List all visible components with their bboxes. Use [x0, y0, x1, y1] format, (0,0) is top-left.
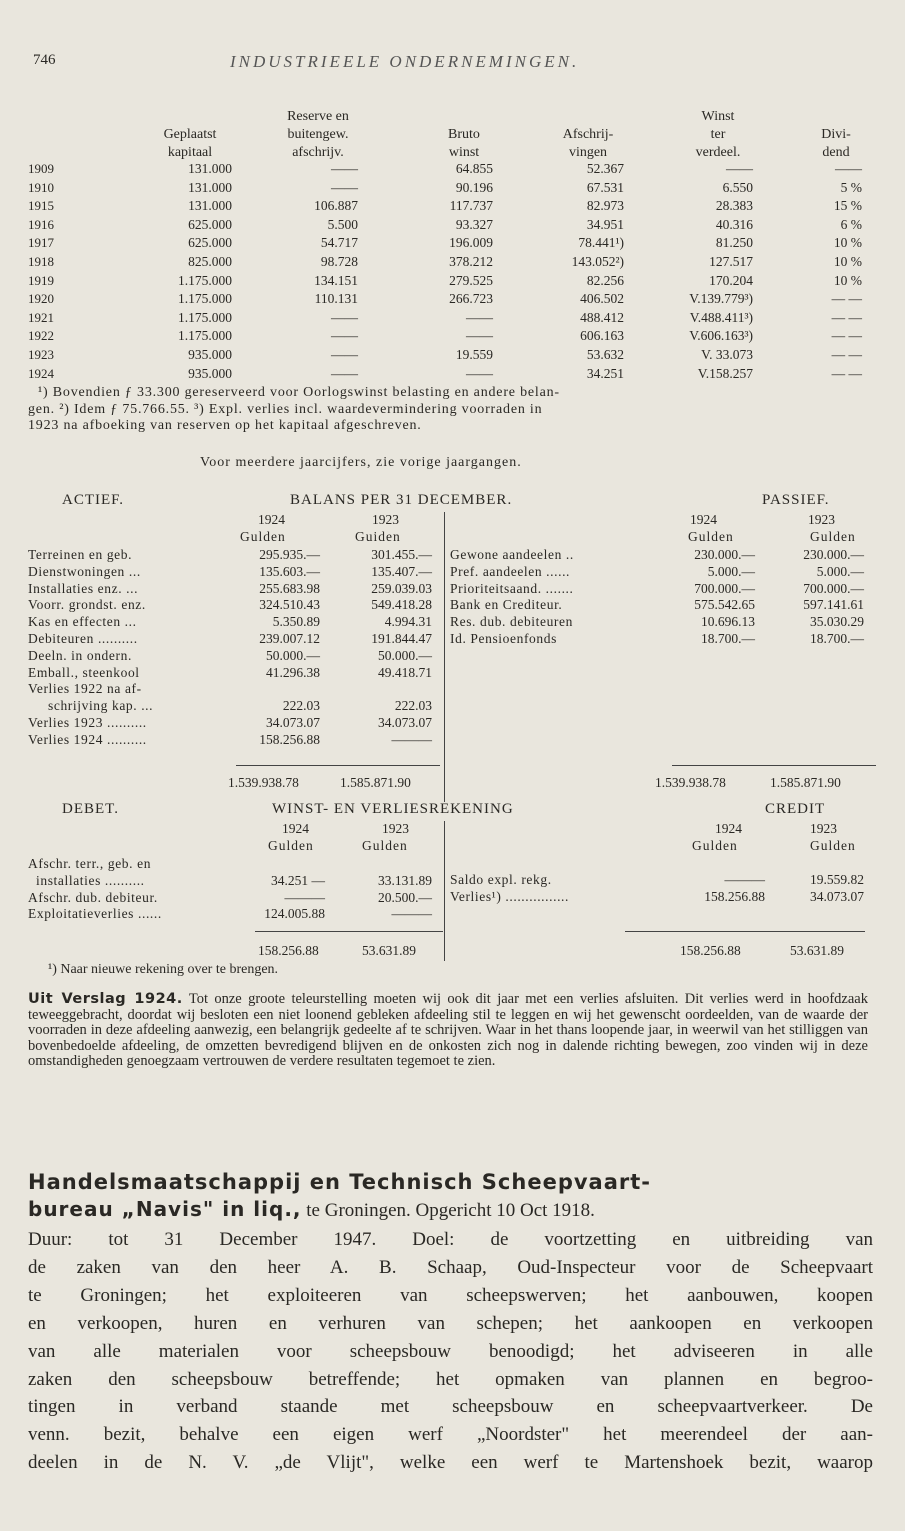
pl-title: WINST- EN VERLIESREKENING [272, 801, 514, 817]
column-header: Afschrij- vingen [562, 127, 614, 160]
verslag-label: Uit Verslag 1924. [28, 991, 183, 1007]
amount-1923: ——— [391, 906, 432, 922]
balance-item: Verlies 1922 na af- [28, 681, 142, 697]
amount-1924: 50.000.— [266, 647, 320, 663]
column-header: Winst ter verdeel. [695, 109, 741, 160]
pl-footnote: ¹) Naar nieuwe rekening over te brengen. [48, 962, 279, 977]
table-cell: 106.887 [314, 198, 358, 214]
table-cell: 131.000 [188, 198, 232, 214]
table-cell: 90.196 [455, 179, 493, 195]
footnote-line: ¹) Bovendien ƒ 33.300 gereserveerd voor Oorlogswinst belasting en andere belan- [38, 385, 560, 400]
table-cell: 34.951 [586, 216, 624, 232]
table-cell: 40.316 [715, 216, 753, 232]
table-cell: 131.000 [188, 179, 232, 195]
description-line: te Groningen; het exploiteeren van scheepswerven; het aanbouwen, koopen [28, 1284, 873, 1306]
total-1924: 158.256.88 [680, 943, 741, 958]
balance-item: Deeln. in ondern. [28, 647, 132, 663]
company-name: bureau „Navis" in liq., [28, 1197, 302, 1221]
description-line: en verkoopen, huren en verhuren van schepen; het aankoopen en verkoopen [28, 1312, 873, 1334]
table-cell: V. 33.073 [701, 347, 753, 362]
amount-1923: ——— [391, 731, 432, 747]
see-also-note: Voor meerdere jaarcijfers, zie vorige jaargangen. [200, 455, 522, 470]
year-header: 1923 [382, 821, 409, 836]
row-year: 1920 [28, 291, 54, 307]
row-year: 1918 [28, 254, 54, 269]
amount-1924: 18.700.— [701, 631, 755, 646]
balance-item: Debiteuren .......... [28, 631, 138, 646]
table-cell: 28.383 [715, 198, 753, 214]
table-cell: — — [831, 291, 862, 307]
year-header: 1924 [690, 512, 717, 527]
table-cell: 935.000 [188, 347, 232, 362]
table-cell: 279.525 [449, 272, 493, 288]
amount-1924: ——— [724, 872, 765, 887]
column-divider [444, 821, 445, 961]
year-header: 1923 [810, 821, 837, 836]
balance-item: Emball., steenkool [28, 664, 140, 680]
amount-1923: 5.000.— [816, 563, 864, 579]
pl-item: Exploitatieverlies ...... [28, 906, 162, 922]
table-cell: 1.175.000 [178, 309, 232, 325]
amount-1924: 700.000.— [694, 580, 755, 596]
table-cell: 935.000 [188, 365, 232, 381]
debet-label: DEBET. [62, 801, 119, 817]
table-cell: 825.000 [188, 254, 232, 269]
unit-header: Gulden [688, 529, 734, 544]
year-header: 1923 [372, 512, 399, 527]
table-cell: V.139.779³) [689, 291, 753, 307]
amount-1924: 239.007.12 [259, 631, 320, 646]
amount-1924: 34.251 — [271, 872, 325, 888]
table-cell: 406.502 [580, 291, 624, 307]
table-cell: 143.052²) [571, 254, 624, 269]
row-year: 1923 [28, 347, 54, 362]
column-header: Geplaatst kapitaal [163, 127, 217, 160]
table-cell: 488.412 [580, 309, 624, 325]
year-header: 1924 [715, 821, 742, 836]
company-line-1 [28, 1196, 595, 1225]
description-line: zaken den scheepsbouw betreffende; het opmaken van plannen en begroo- [28, 1368, 873, 1390]
table-cell: 1.175.000 [178, 328, 232, 344]
row-year: 1909 [28, 161, 54, 176]
amount-1924: 5.350.89 [272, 614, 320, 630]
column-header: Bruto winst [448, 127, 480, 160]
unit-header: Gulden [810, 838, 856, 853]
balance-item: Dienstwoningen ... [28, 563, 141, 579]
table-cell: 196.009 [449, 235, 493, 251]
column-header: Divi- dend [821, 127, 851, 160]
table-cell: 67.531 [586, 179, 624, 195]
table-cell: 625.000 [188, 216, 232, 232]
amount-1923: 34.073.07 [378, 715, 432, 730]
row-year: 1915 [28, 198, 54, 214]
page-number: 746 [33, 52, 56, 68]
amount-1924: ——— [284, 889, 325, 905]
amount-1923: 35.030.29 [810, 614, 864, 630]
total-1923: 1.585.871.90 [770, 775, 841, 790]
table-cell: —— [331, 347, 358, 362]
table-cell: 6 % [840, 216, 862, 232]
description-line: Duur: tot 31 December 1947. Doel: de voortzetting en uitbreiding van [28, 1229, 873, 1250]
amount-1923: 50.000.— [378, 647, 432, 663]
amount-1923: 700.000.— [803, 580, 864, 596]
table-cell: 117.737 [449, 198, 493, 214]
table-cell: — — [831, 347, 862, 362]
description-line: deelen in de N. V. „de Vlijt", welke een werf te Martenshoek bezit, waarop [28, 1452, 873, 1474]
pl-item: Afschr. terr., geb. en [28, 856, 152, 871]
annual-report-excerpt [28, 992, 868, 1070]
amount-1923: 301.455.— [371, 547, 432, 562]
amount-1923: 222.03 [394, 698, 432, 714]
year-header: 1924 [282, 821, 309, 836]
amount-1924: 158.256.88 [704, 888, 765, 904]
total-1924: 1.539.938.78 [655, 775, 726, 790]
table-cell: 19.559 [455, 347, 493, 362]
table-cell: 134.151 [314, 272, 358, 288]
amount-1923: 18.700.— [810, 631, 864, 646]
balance-item: Prioriteitsaand. ....... [450, 580, 574, 596]
row-year: 1910 [28, 179, 54, 195]
table-cell: 93.327 [455, 216, 493, 232]
amount-1924: 5.000.— [707, 563, 755, 579]
unit-header: Guiden [355, 529, 401, 544]
pl-item: Afschr. dub. debiteur. [28, 889, 158, 905]
row-year: 1921 [28, 309, 54, 325]
column-header: Reserve en buitengew. afschrijv. [287, 109, 349, 160]
table-cell: 82.973 [586, 198, 624, 214]
actief-label: ACTIEF. [62, 492, 125, 508]
company-heading: Handelsmaatschappij en Technisch Scheepvaart- [28, 1170, 651, 1194]
balance-item: Installaties enz. ... [28, 580, 139, 596]
amount-1924: 295.935.— [259, 547, 320, 562]
unit-header: Gulden [692, 838, 738, 853]
amount-1924: 575.542.65 [694, 597, 755, 613]
table-cell: 110.131 [314, 291, 358, 307]
table-cell: 1.175.000 [178, 272, 232, 288]
table-cell: 10 % [833, 254, 862, 269]
amount-1923: 19.559.82 [810, 872, 864, 887]
table-cell: 6.550 [722, 179, 753, 195]
table-cell: 53.632 [586, 347, 624, 362]
column-divider [444, 512, 445, 802]
amount-1923: 259.039.03 [371, 580, 432, 596]
total-rule [255, 931, 443, 932]
table-cell: 15 % [833, 198, 862, 214]
pl-item: Saldo expl. rekg. [450, 872, 552, 887]
pl-item: Verlies¹) ................ [450, 888, 570, 904]
total-1923: 1.585.871.90 [340, 775, 411, 790]
table-cell: —— [331, 179, 358, 195]
passief-label: PASSIEF. [762, 492, 830, 508]
amount-1923: 20.500.— [378, 889, 432, 905]
table-cell: 625.000 [188, 235, 232, 251]
company-location: te Groningen. Opgericht 10 Oct 1918. [301, 1200, 595, 1221]
amount-1924: 41.296.38 [266, 664, 320, 680]
balance-item: schrijving kap. ... [48, 698, 154, 714]
amount-1923: 49.418.71 [378, 664, 432, 680]
table-cell: 64.855 [455, 161, 493, 176]
amount-1924: 158.256.88 [259, 731, 320, 747]
amount-1924: 324.510.43 [259, 597, 320, 613]
table-cell: —— [331, 328, 358, 344]
table-cell: 81.250 [715, 235, 753, 251]
row-year: 1917 [28, 235, 54, 251]
total-1923: 53.631.89 [362, 943, 416, 958]
table-cell: —— [466, 365, 493, 381]
table-cell: 378.212 [449, 254, 493, 269]
table-cell: 127.517 [709, 254, 753, 269]
pl-item: installaties .......... [36, 872, 145, 888]
year-header: 1924 [258, 512, 285, 527]
table-cell: —— [835, 161, 862, 176]
year-header: 1923 [808, 512, 835, 527]
unit-header: Gulden [240, 529, 286, 544]
table-cell: V.158.257 [697, 365, 753, 381]
total-1924: 1.539.938.78 [228, 775, 299, 790]
amount-1924: 222.03 [282, 698, 320, 714]
table-cell: 10 % [833, 272, 862, 288]
table-cell: 54.717 [320, 235, 358, 251]
table-cell: —— [726, 161, 753, 176]
table-cell: — — [831, 365, 862, 381]
balance-item: Kas en effecten ... [28, 614, 137, 630]
table-cell: V.606.163³) [689, 328, 753, 344]
table-cell: 52.367 [586, 161, 624, 176]
table-cell: 34.251 [586, 365, 624, 381]
description-line: tingen in verband staande met scheepsbouw en scheepvaartverkeer. De [28, 1396, 873, 1418]
description-line: van alle materialen voor scheepsbouw benoodigd; het adviseeren in alle [28, 1340, 873, 1362]
credit-label: CREDIT [765, 801, 826, 817]
table-cell: — — [831, 309, 862, 325]
total-rule [672, 765, 876, 766]
balance-item: Pref. aandeelen ...... [450, 563, 571, 579]
table-cell: 5 % [840, 179, 862, 195]
amount-1923: 33.131.89 [378, 872, 432, 888]
balance-item: Res. dub. debiteuren [450, 614, 573, 630]
table-cell: —— [331, 161, 358, 176]
footnote-line: 1923 na afboeking van reserven op het kapitaal afgeschreven. [28, 418, 422, 433]
amount-1923: 230.000.— [803, 547, 864, 562]
amount-1923: 34.073.07 [810, 888, 864, 904]
table-cell: — — [831, 328, 862, 344]
amount-1923: 135.407.— [371, 563, 432, 579]
description-line: de zaken van den heer A. B. Schaap, Oud-Inspecteur voor de Scheepvaart [28, 1256, 873, 1278]
table-cell: 10 % [833, 235, 862, 251]
running-title: INDUSTRIEELE ONDERNEMINGEN. [230, 52, 580, 71]
table-cell: 606.163 [580, 328, 624, 344]
row-year: 1916 [28, 216, 54, 232]
balance-item: Gewone aandeelen .. [450, 547, 574, 562]
balance-item: Verlies 1923 .......... [28, 715, 147, 730]
amount-1923: 549.418.28 [371, 597, 432, 613]
table-cell: 78.441¹) [578, 235, 624, 251]
row-year: 1924 [28, 365, 54, 381]
amount-1923: 597.141.61 [803, 597, 864, 613]
balance-item: Terreinen en geb. [28, 547, 133, 562]
footnote-line: gen. ²) Idem ƒ 75.766.55. ³) Expl. verlies incl. waardevermindering voorraden in [28, 401, 543, 417]
total-1923: 53.631.89 [790, 943, 844, 958]
unit-header: Gulden [268, 838, 314, 853]
verslag-text: Tot onze groote teleurstelling moeten wij ook dit jaar met een verlies afsluiten. Dit verlies werd in hoofdzaak teweeggebracht, doordat wij besloten een niet loonend gebleken afdeeling stil te leggen en wij het gewenscht oordeelden, van de waarde der voorraden in deze afdeeling aanwezig, een belangrijk gedeelte af te schrijven. Waar in het thans loopende jaar, in weerwil van het stilliggen van bovenbedoelde afdeeling, de omzetten bevredigend blijven en de onkosten zich nog in dalende richting bewegen, zoo vinden wij in deze omstandigheden genoegzaam vertrouwen de verdere resultaten tegemoet te zien. [28, 991, 868, 1070]
amount-1923: 191.844.47 [371, 631, 432, 646]
balance-item: Bank en Crediteur. [450, 597, 563, 613]
table-cell: 5.500 [327, 216, 358, 232]
amount-1923: 4.994.31 [384, 614, 432, 630]
amount-1924: 34.073.07 [266, 715, 320, 730]
table-cell: 98.728 [320, 254, 358, 269]
row-year: 1922 [28, 328, 54, 344]
amount-1924: 255.683.98 [259, 580, 320, 596]
table-cell: —— [466, 328, 493, 344]
amount-1924: 10.696.13 [701, 614, 755, 630]
amount-1924: 135.603.— [259, 563, 320, 579]
table-cell: 266.723 [449, 291, 493, 307]
balance-title: BALANS PER 31 DECEMBER. [290, 492, 513, 508]
balance-item: Voorr. grondst. enz. [28, 597, 146, 613]
table-cell: 170.204 [709, 272, 753, 288]
unit-header: Gulden [362, 838, 408, 853]
amount-1924: 124.005.88 [264, 906, 325, 922]
amount-1924: 230.000.— [694, 547, 755, 562]
table-cell: 82.256 [586, 272, 624, 288]
total-rule [236, 765, 440, 766]
table-cell: 131.000 [188, 161, 232, 176]
description-line: venn. bezit, behalve een eigen werf „Noordster" het meerendeel der aan- [28, 1424, 873, 1446]
table-cell: —— [466, 309, 493, 325]
total-1924: 158.256.88 [258, 943, 319, 958]
balance-item: Id. Pensioenfonds [450, 631, 557, 646]
row-year: 1919 [28, 272, 54, 288]
balance-item: Verlies 1924 .......... [28, 731, 147, 747]
table-cell: V.488.411³) [689, 309, 753, 325]
table-cell: —— [331, 309, 358, 325]
total-rule [625, 931, 865, 932]
unit-header: Gulden [810, 529, 856, 544]
table-cell: —— [331, 365, 358, 381]
table-cell: 1.175.000 [178, 291, 232, 307]
